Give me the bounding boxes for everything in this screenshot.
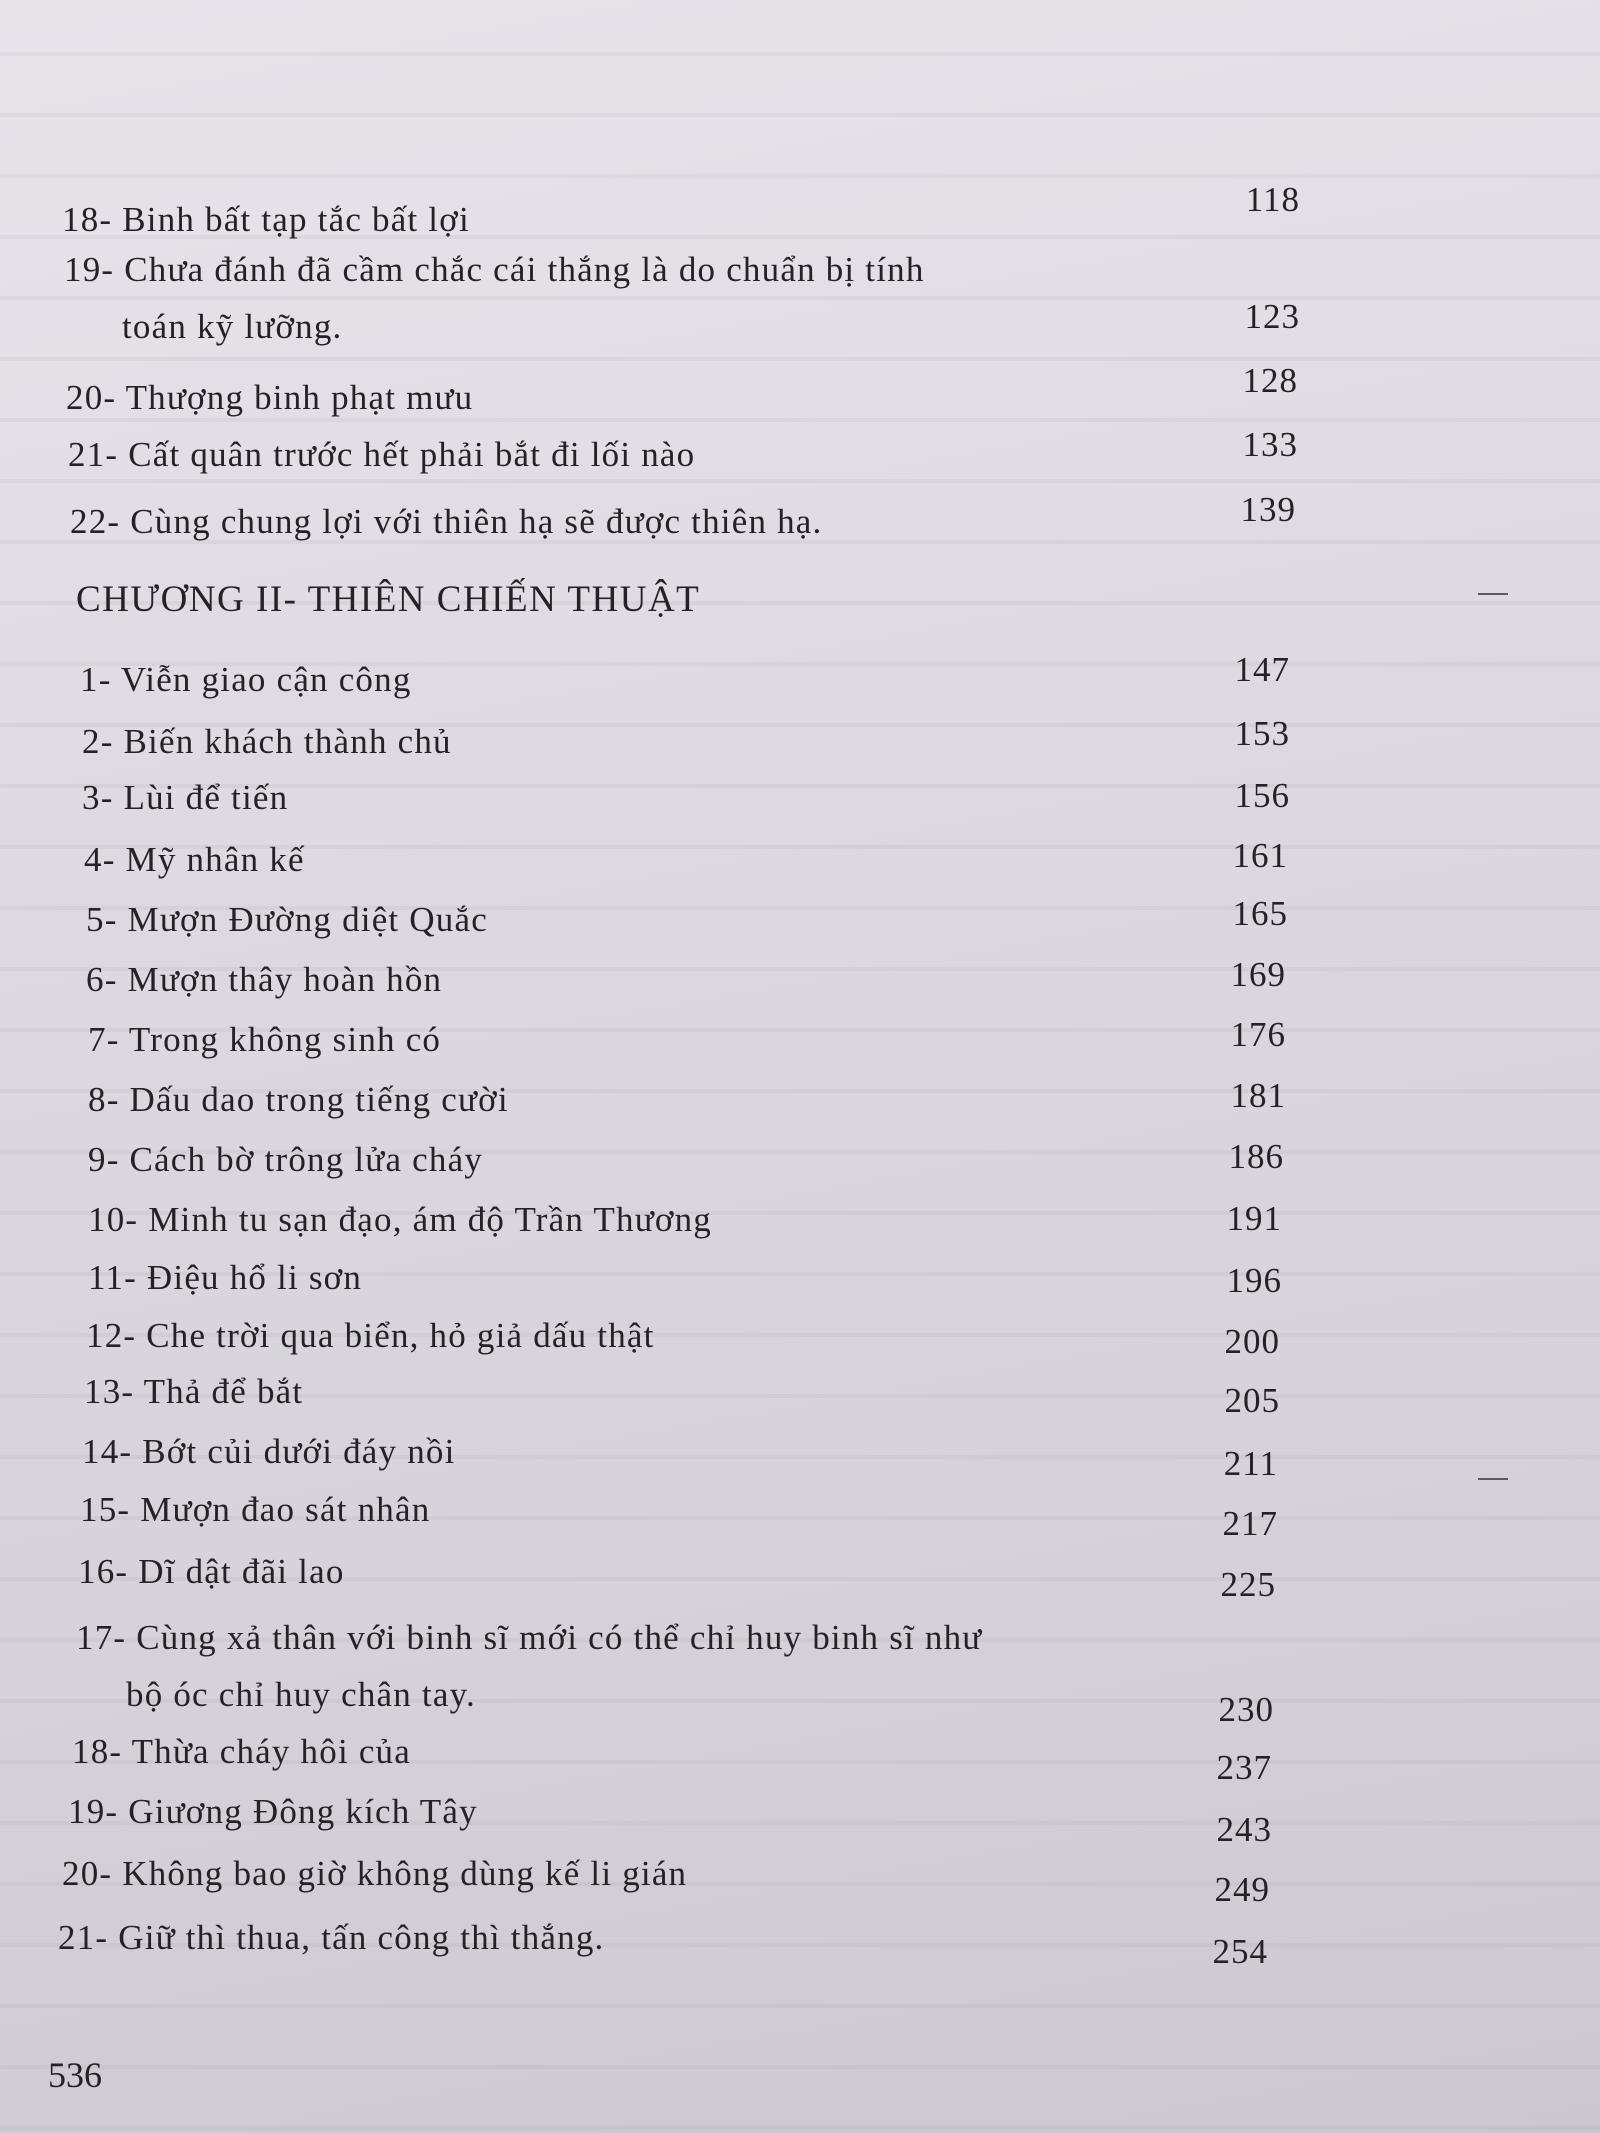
toc-entry xyxy=(0,1130,1600,1190)
toc-entry-title: 6- Mượn thây hoàn hồn xyxy=(86,960,443,999)
toc-entry xyxy=(0,1722,1600,1787)
toc-entry xyxy=(0,650,1600,710)
toc-entry-title: 19- Giương Đông kích Tây xyxy=(68,1792,478,1831)
toc-entry xyxy=(0,1844,1600,1909)
toc-entry xyxy=(0,240,1600,360)
toc-entry-page: 230 xyxy=(1218,1690,1274,1729)
toc-entry xyxy=(0,1908,1600,1971)
toc-entry-title: 5- Mượn Đường diệt Quắc xyxy=(86,900,488,939)
toc-entry-title: 11- Điệu hổ li sơn xyxy=(88,1258,363,1297)
toc-entry-page: 176 xyxy=(1230,1015,1286,1054)
toc-entry-title: 20- Thượng binh phạt mưu xyxy=(66,378,474,417)
toc-entry-page: 133 xyxy=(1242,425,1298,464)
toc-entry-title: 15- Mượn đao sát nhân xyxy=(80,1490,431,1529)
toc-entry-page: 161 xyxy=(1232,836,1288,875)
toc-entry-title: 14- Bớt củi dưới đáy nồi xyxy=(82,1432,456,1471)
toc-entry xyxy=(0,1070,1600,1130)
toc-entry-title: 21- Cất quân trước hết phải bắt đi lối nào xyxy=(68,435,696,474)
page-number: 536 xyxy=(48,2055,102,2095)
toc-entry-page: 254 xyxy=(1212,1932,1268,1971)
toc-entry-title: 9- Cách bờ trông lửa cháy xyxy=(88,1140,484,1179)
toc-entry-title: 2- Biến khách thành chủ xyxy=(82,722,452,761)
toc-entry xyxy=(0,712,1600,772)
toc-entry xyxy=(0,768,1600,828)
toc-entry-title-continued: bộ óc chỉ huy chân tay. xyxy=(126,1675,476,1714)
toc-entry-page: 191 xyxy=(1226,1199,1282,1238)
toc-entry xyxy=(0,1362,1600,1422)
toc-entry-page: 153 xyxy=(1234,714,1290,753)
toc-entry-page: 128 xyxy=(1242,361,1298,400)
toc-entry xyxy=(0,1190,1600,1250)
toc-entry xyxy=(0,1306,1600,1366)
toc-entry-title-continued: toán kỹ lưỡng. xyxy=(122,307,343,346)
toc-entry-page: 118 xyxy=(1245,180,1300,219)
toc-entry xyxy=(0,1248,1600,1308)
toc-entry-title: 13- Thả để bắt xyxy=(84,1372,304,1411)
toc-entry xyxy=(0,1608,1600,1728)
toc-entry-page: 237 xyxy=(1216,1748,1272,1787)
toc-entry-page: 225 xyxy=(1220,1565,1276,1604)
toc-entry-page: 123 xyxy=(1244,297,1300,336)
toc-entry-page: 243 xyxy=(1216,1810,1272,1849)
toc-entry-page: 147 xyxy=(1234,650,1290,689)
toc-entry-page: 200 xyxy=(1224,1322,1280,1361)
scan-mark xyxy=(1478,593,1508,595)
toc-entry-page: 205 xyxy=(1224,1381,1280,1420)
toc-entry xyxy=(0,425,1600,485)
toc-entry-page: 165 xyxy=(1232,894,1288,933)
toc-entry-title: 4- Mỹ nhân kế xyxy=(84,840,305,879)
toc-entry-title: 22- Cùng chung lợi với thiên hạ sẽ được thiên hạ. xyxy=(70,502,823,541)
toc-entry xyxy=(0,492,1600,552)
toc-entry-title: 18- Thừa cháy hôi của xyxy=(72,1732,411,1771)
toc-entry-title: 12- Che trời qua biển, hỏ giả dấu thật xyxy=(86,1316,655,1355)
scan-mark xyxy=(1478,1478,1508,1480)
toc-entry xyxy=(0,1542,1600,1602)
toc-entry-page: 186 xyxy=(1228,1137,1284,1176)
toc-entry-title: 21- Giữ thì thua, tấn công thì thắng. xyxy=(58,1918,605,1957)
toc-entry xyxy=(0,830,1600,890)
toc-entry-title: 3- Lùi để tiến xyxy=(82,778,289,817)
toc-entry-page: 249 xyxy=(1214,1870,1270,1909)
toc-entry-page: 181 xyxy=(1230,1076,1286,1115)
toc-entry-page: 217 xyxy=(1222,1504,1278,1543)
toc-entry xyxy=(0,1782,1600,1849)
chapter-heading: CHƯƠNG II- THIÊN CHIẾN THUẬT xyxy=(76,579,701,620)
toc-entry-title: 16- Dĩ dật đãi lao xyxy=(78,1552,345,1591)
toc-entry-page: 211 xyxy=(1223,1444,1278,1483)
toc-entry-title: 18- Binh bất tạp tắc bất lợi xyxy=(62,200,470,239)
toc-entry-page: 156 xyxy=(1234,776,1290,815)
toc-entry xyxy=(0,1422,1600,1482)
toc-entry-title: 17- Cùng xả thân với binh sĩ mới có thể chỉ huy binh sĩ như xyxy=(76,1618,983,1657)
toc-entry xyxy=(0,890,1600,950)
toc-entry-page: 139 xyxy=(1240,490,1296,529)
toc-entry-title: 10- Minh tu sạn đạo, ám độ Trần Thương xyxy=(88,1200,712,1239)
toc-entry xyxy=(0,1480,1600,1543)
toc-entry-title: 20- Không bao giờ không dùng kế li gián xyxy=(62,1854,688,1893)
toc-entry-page: 169 xyxy=(1230,955,1286,994)
toc-entry xyxy=(0,361,1600,428)
toc-entry-title: 7- Trong không sinh có xyxy=(88,1020,442,1059)
toc-entry xyxy=(0,1010,1600,1070)
toc-entry xyxy=(0,950,1600,1010)
toc-entry-title: 1- Viễn giao cận công xyxy=(80,660,412,699)
toc-entry-page: 196 xyxy=(1226,1261,1282,1300)
toc-entry-title: 19- Chưa đánh đã cầm chắc cái thắng là do chuẩn bị tính xyxy=(64,250,925,289)
toc-entry-title: 8- Dấu dao trong tiếng cười xyxy=(88,1080,509,1119)
